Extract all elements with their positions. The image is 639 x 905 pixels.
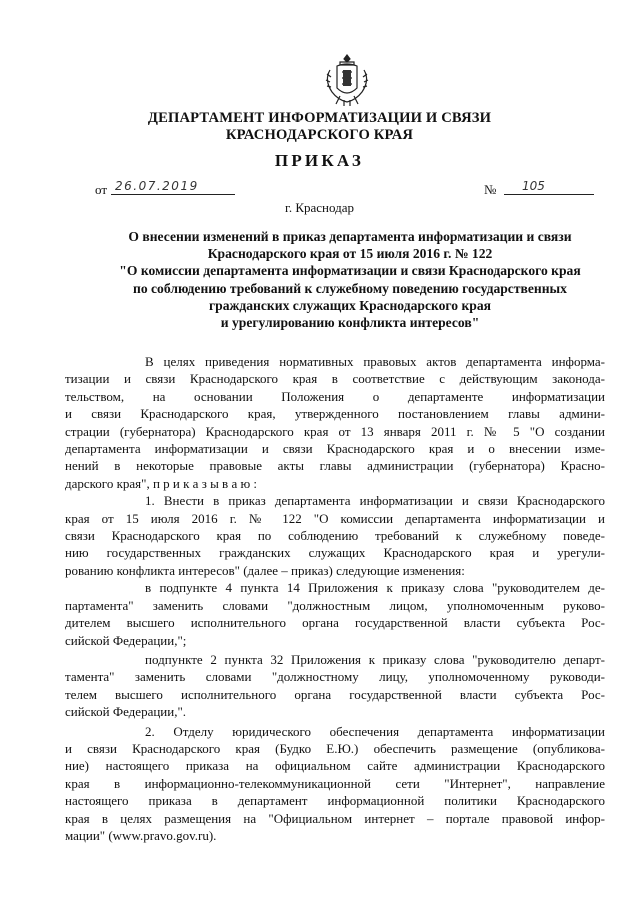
text-line: и связи Краснодарского края (Будко Е.Ю.) обеспечить размещение (опубликова- — [65, 740, 605, 756]
text-line: дарского края", п р и к а з ы в а ю : — [65, 475, 258, 491]
text-line: телем высшего исполнительного органа государственной власти субъекта Рос- — [65, 686, 605, 702]
handwritten-number: 105 — [504, 178, 594, 195]
text-line: сийской Федерации,". — [65, 704, 187, 720]
date-prefix: от — [95, 182, 108, 197]
text-line: в подпункте 4 пункта 14 Приложения к приказу слова "руководителем де- — [145, 580, 605, 596]
text-line: края в целях размещения на "Официальном интернет – портале правовой инфор- — [65, 810, 605, 826]
text-line: тельством, на основании Положения о департаменте информатизации — [65, 388, 605, 404]
text-line: тизации и связи Краснодарского края в соответствие с действующим законода- — [65, 371, 605, 387]
title-line: О внесении изменений в приказ департамента информатизации и связи — [128, 229, 572, 244]
paragraph-subitem-2 — [65, 651, 605, 721]
document-type-title: ПРИКАЗ — [274, 151, 365, 170]
coat-of-arms-emblem — [322, 52, 372, 110]
text-line: настоящего приказа в департамент информационной политики Краснодарского — [65, 793, 605, 809]
text-line: мации" (www.pravo.gov.ru). — [65, 827, 217, 843]
department-name-line1: ДЕПАРТАМЕНТ ИНФОРМАТИЗАЦИИ И СВЯЗИ — [147, 110, 492, 126]
paragraph-preamble — [65, 353, 605, 492]
title-line: "О комиссии департамента информатизации и связи Краснодарского края — [119, 263, 581, 279]
paragraph-item-2 — [65, 723, 605, 845]
text-line: департамента информатизации и связи Краснодарского края и о внесении изме- — [65, 441, 605, 457]
text-line: подпункте 2 пункта 32 Приложения к приказу слова "руководителю департ- — [145, 651, 605, 667]
title-line: по соблюдению требований к служебному поведению государственных — [133, 280, 567, 296]
text-line: нию государственных гражданских служащих Краснодарского края и урегули- — [65, 545, 605, 561]
document-title — [70, 228, 630, 331]
title-line: Краснодарского края от 15 июля 2016 г. № 122 — [207, 246, 493, 262]
department-name-line2: КРАСНОДАРСКОГО КРАЯ — [225, 127, 414, 143]
text-line: партамента" заменить словами "должностным лицом, уполномоченным руково- — [65, 597, 605, 613]
text-line: 1. Внести в приказ департамента информатизации и связи Краснодарского — [145, 493, 605, 509]
number-prefix: № — [484, 182, 497, 197]
text-line: В целях приведения нормативных правовых актов департамента информа- — [145, 354, 605, 369]
text-line: дителем высшего исполнительного органа государственной власти субъекта Рос- — [65, 615, 605, 631]
text-line: связи Краснодарского края по соблюдению требований к служебному поведе- — [65, 528, 605, 544]
text-line: сийской Федерации,"; — [65, 632, 187, 648]
document-body — [65, 353, 605, 844]
text-line: рованию конфликта интересов" (далее – приказ) следующие изменения: — [65, 562, 465, 578]
text-line: 2. Отделу юридического обеспечения департамента информатизации — [145, 723, 605, 739]
text-line: и связи Краснодарского края, утвержденного постановлением главы админи- — [65, 406, 605, 422]
title-line: гражданских служащих Краснодарского края — [209, 297, 491, 313]
paragraph-subitem-1 — [65, 579, 605, 649]
handwritten-date: 26.07.2019 — [111, 178, 235, 195]
city-line: г. Краснодар — [284, 200, 355, 215]
text-line: страции (губернатора) Краснодарского края от 13 января 2011 г. № 5 "О создании — [65, 423, 605, 439]
text-line: ние) настоящего приказа на официальном сайте администрации Краснодарского — [65, 758, 605, 774]
text-line: нений в некоторые правовые акты главы администрации (губернатора) Красно- — [65, 458, 605, 474]
text-line: края от 15 июля 2016 г. № 122 "О комиссии департамента информатизации и — [65, 510, 605, 526]
paragraph-item-1 — [65, 492, 605, 579]
text-line: тамента" заменить словами "должностному лицу, уполномоченному руководи- — [65, 669, 605, 685]
title-line: и урегулированию конфликта интересов" — [220, 315, 480, 331]
text-line: края в информационно-телекоммуникационной сети "Интернет", направление — [65, 775, 605, 791]
